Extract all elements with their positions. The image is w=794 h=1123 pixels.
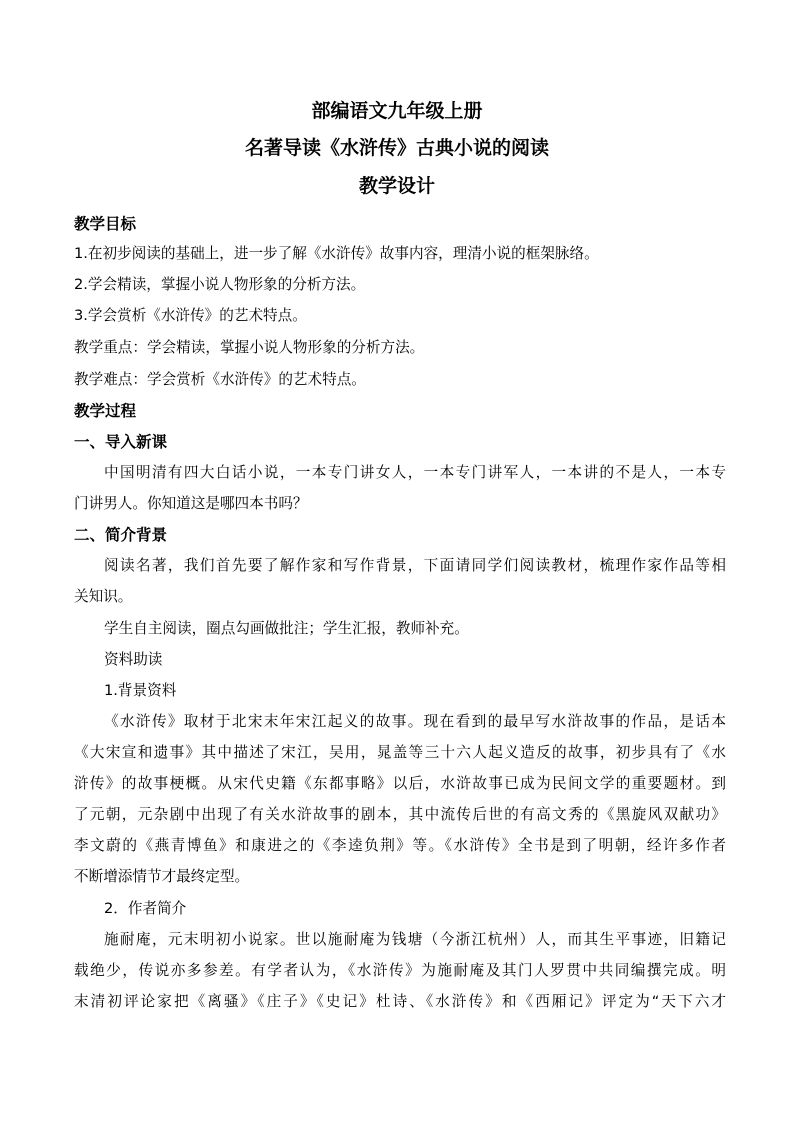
title-lesson: 名著导读《水浒传》古典小说的阅读 (244, 137, 549, 159)
process-heading: 教学过程 (74, 401, 137, 420)
section-2-intro-line-1: 阅读名著，我们首先要了解作家和写作背景，下面请同学们阅读教材，梳理作家作品等相 (104, 557, 726, 574)
author-line-3: 末清初评论家把《离骚》《庄子》《史记》杜诗、《水浒传》和《西厢记》评定为“天下六才 (74, 993, 726, 1010)
material-label: 资料助读 (104, 651, 163, 668)
background-line-2: 《大宋宣和遗事》其中描述了宋江，吴用，晁盖等三十六人起义造反的故事，初步具有了《水 (74, 744, 726, 761)
background-line-5: 李文蔚的《燕青博鱼》和康进之的《李逵负荆》等。《水浒传》全书是到了明朝，经许多作者 (74, 837, 726, 854)
author-line-1: 施耐庵，元末明初小说家。世以施耐庵为钱塘（今浙江杭州）人，而其生平事迹，旧籍记 (104, 931, 726, 948)
title-design: 教学设计 (358, 175, 435, 197)
objective-item-1: 1.在初步阅读的基础上，进一步了解《水浒传》故事内容，理清小说的框架脉络。 (74, 245, 599, 262)
section-2-heading: 二、简介背景 (74, 525, 168, 544)
title-textbook: 部编语文九年级上册 (311, 100, 483, 122)
difficult-point: 教学难点：学会赏析《水浒传》的艺术特点。 (74, 371, 366, 388)
section-2-activity: 学生自主阅读，圈点勾画做批注；学生汇报，教师补充。 (104, 620, 469, 637)
objectives-heading: 教学目标 (74, 214, 137, 233)
section-1-heading: 一、导入新课 (74, 432, 168, 451)
section-2-intro-line-2: 关知识。 (74, 588, 133, 605)
objective-item-2: 2.学会精读，掌握小说人物形象的分析方法。 (74, 276, 366, 293)
key-point: 教学重点：学会精读，掌握小说人物形象的分析方法。 (74, 339, 425, 356)
background-line-4: 了元朝，元杂剧中出现了有关水浒故事的剧本，其中流传后世的有高文秀的《黑旋风双献功》 (74, 806, 726, 823)
author-title: 2．作者简介 (104, 900, 187, 917)
author-line-2: 载绝少，传说亦多参差。有学者认为，《水浒传》为施耐庵及其门人罗贯中共同编撰完成。明 (74, 962, 726, 979)
background-line-3: 浒传》的故事梗概。从宋代史籍《东都事略》以后，水浒故事已成为民间文学的重要题材。到 (74, 775, 726, 792)
section-1-line-1: 中国明清有四大白话小说，一本专门讲女人，一本专门讲军人，一本讲的不是人，一本专 (104, 464, 726, 481)
background-line-1: 《水浒传》取材于北宋末年宋江起义的故事。现在看到的最早写水浒故事的作品，是话本 (104, 713, 726, 730)
background-title: 1.背景资料 (104, 682, 177, 699)
background-line-6: 不断增添情节才最终定型。 (74, 868, 250, 885)
objective-item-3: 3.学会赏析《水浒传》的艺术特点。 (74, 307, 307, 324)
section-1-line-2: 门讲男人。你知道这是哪四本书吗？ (74, 495, 308, 512)
